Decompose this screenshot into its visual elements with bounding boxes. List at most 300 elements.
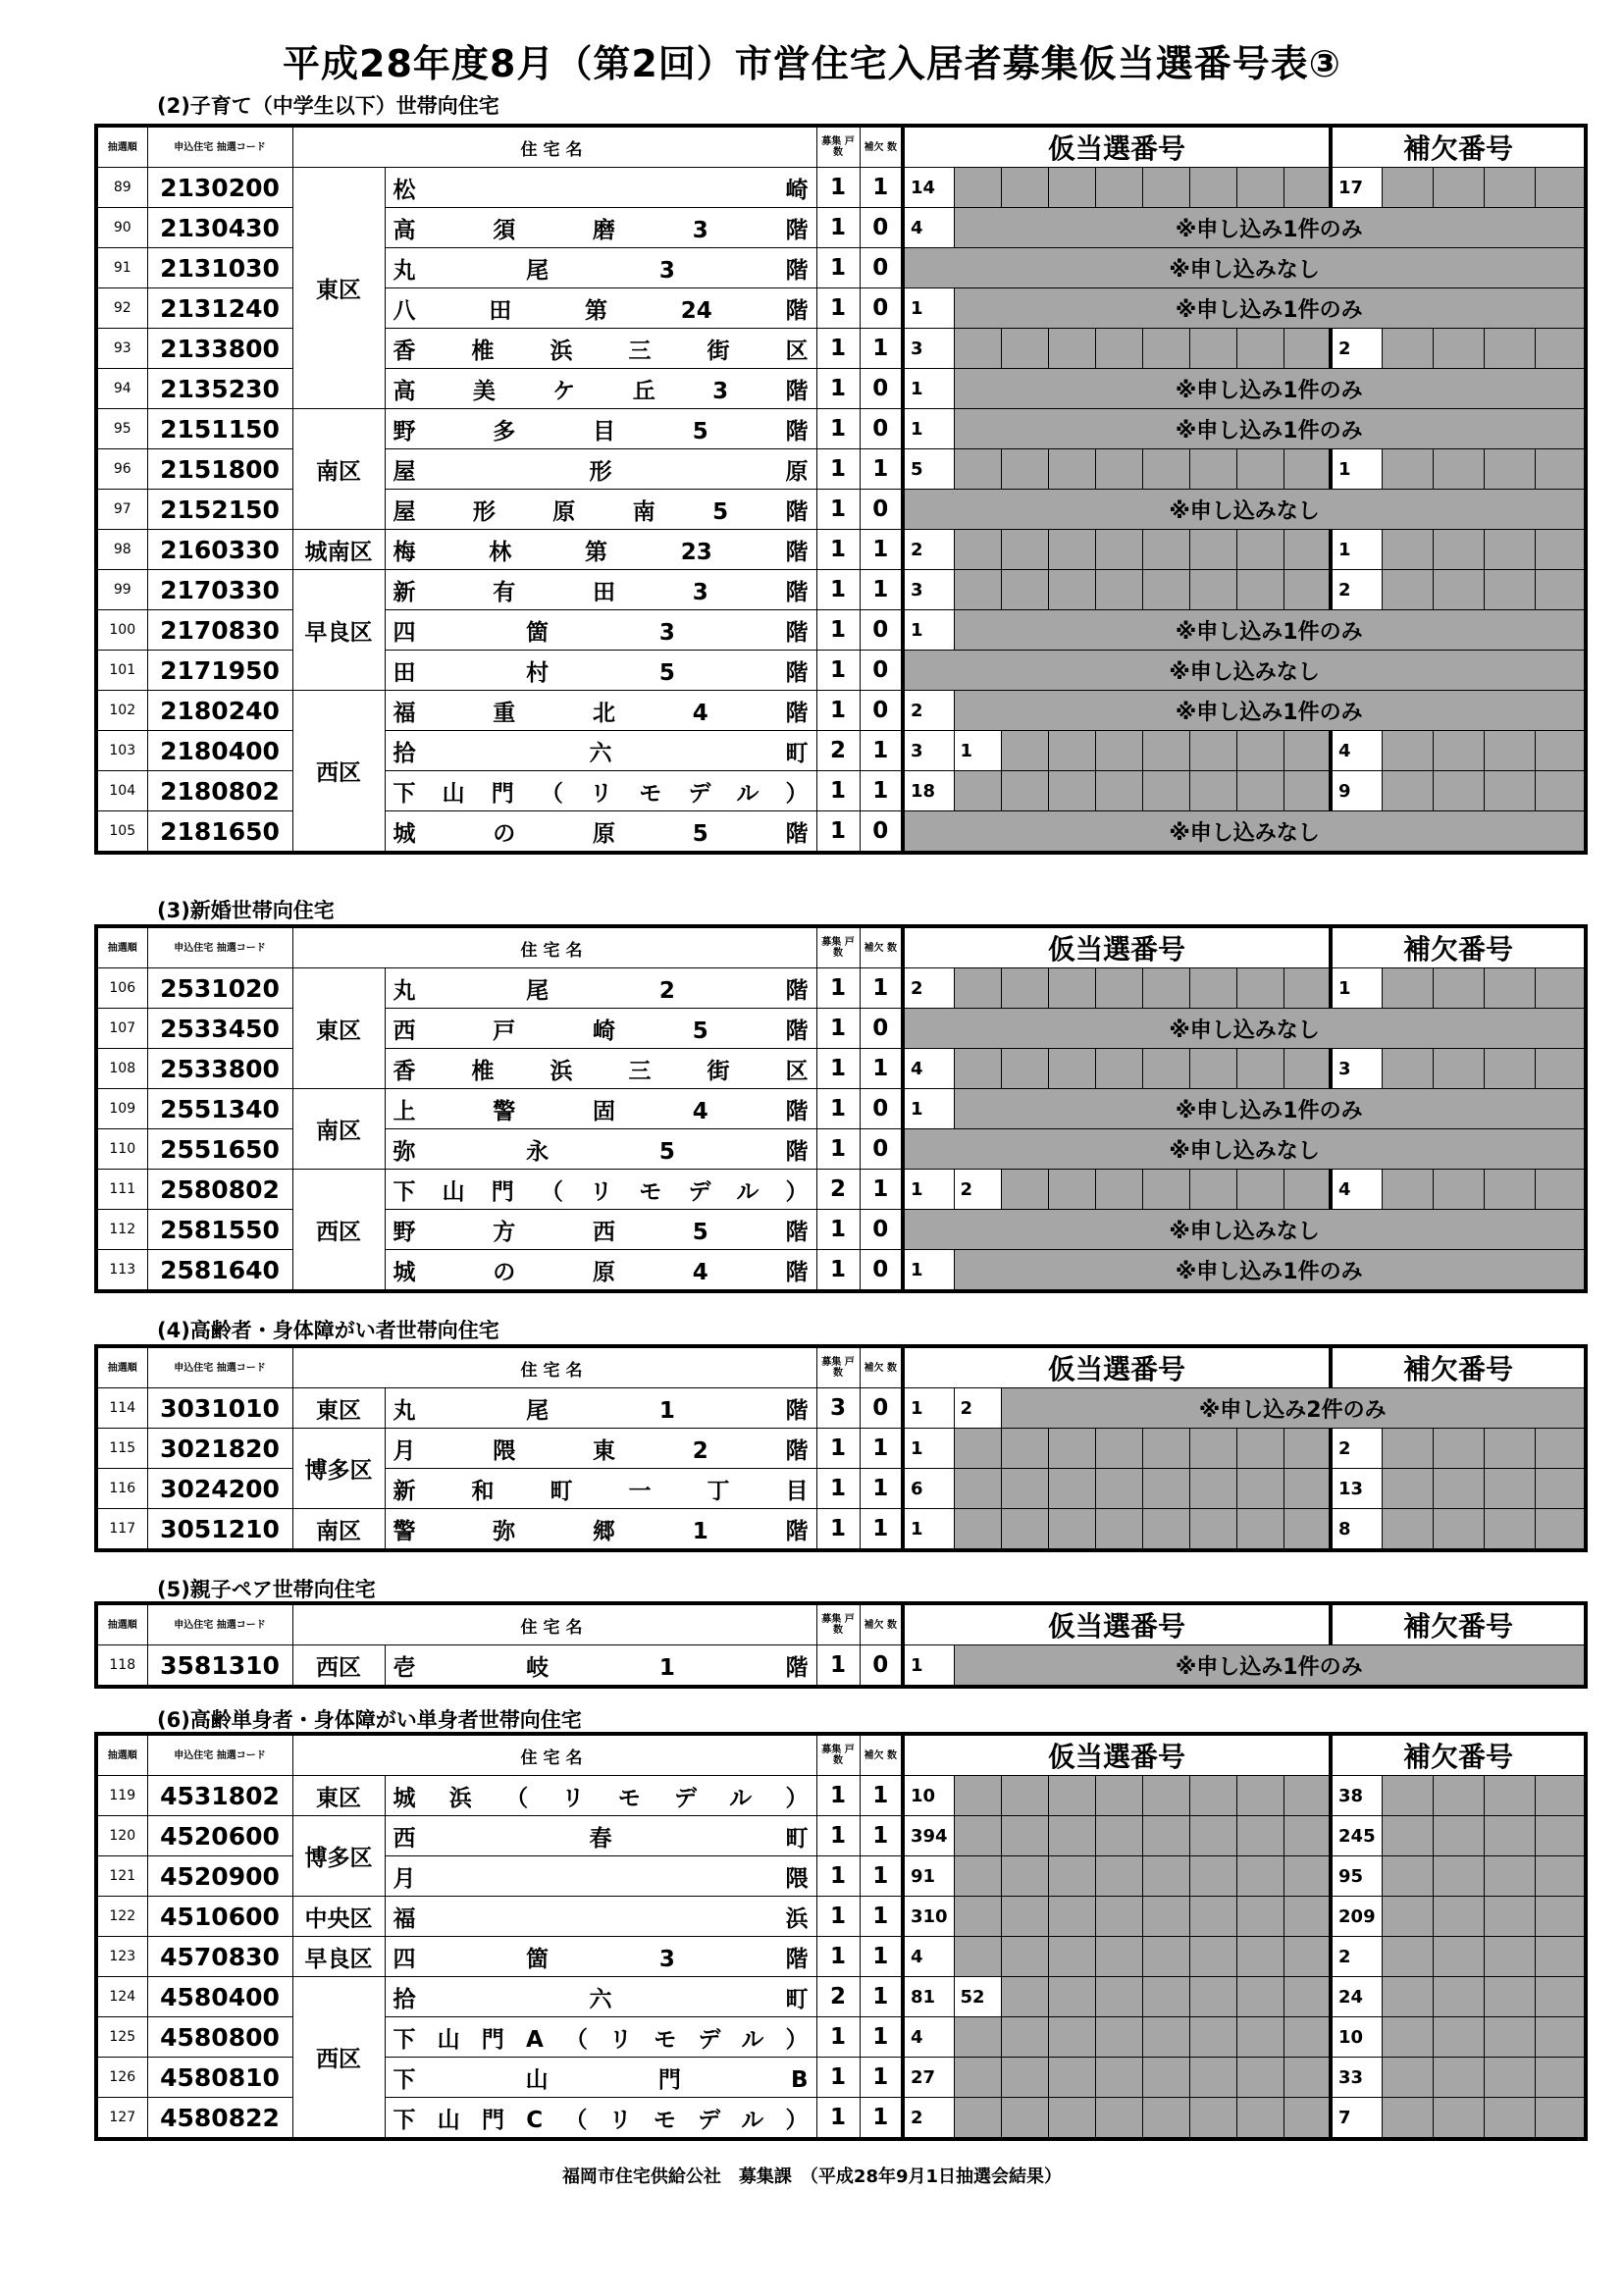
empty-cell bbox=[1283, 1049, 1331, 1089]
table-row bbox=[96, 968, 1586, 1009]
app-code: 2180400 bbox=[147, 731, 292, 771]
header-reserve: 補欠番号 bbox=[1331, 1734, 1586, 1776]
header-provisional: 仮当選番号 bbox=[903, 1734, 1331, 1776]
status-note: ※申し込み1件のみ bbox=[954, 288, 1586, 329]
empty-cell bbox=[1048, 1776, 1095, 1816]
housing-name: 梅林第23階 bbox=[385, 530, 816, 570]
empty-cell bbox=[1382, 771, 1433, 811]
empty-cell bbox=[1048, 968, 1095, 1009]
empty-cell bbox=[1001, 1856, 1048, 1897]
housing-name: 警弥郷1階 bbox=[385, 1509, 816, 1551]
header-lottery-no: 抽選順 bbox=[96, 1603, 147, 1645]
empty-cell bbox=[1189, 168, 1236, 208]
empty-cell bbox=[1142, 530, 1189, 570]
empty-cell bbox=[1095, 449, 1142, 490]
empty-cell bbox=[1382, 1049, 1433, 1089]
empty-cell bbox=[1142, 2017, 1189, 2058]
empty-cell bbox=[954, 329, 1001, 369]
housing-name: 下山門C（リモデル） bbox=[385, 2098, 816, 2140]
empty-cell bbox=[1142, 1429, 1189, 1469]
empty-cell bbox=[1382, 2098, 1433, 2140]
empty-cell bbox=[1433, 2017, 1484, 2058]
reserve-number: 245 bbox=[1331, 1816, 1382, 1856]
header-lottery-no: 抽選順 bbox=[96, 126, 147, 168]
lottery-no: 115 bbox=[96, 1429, 147, 1469]
section-title: (3)新婚世帯向住宅 bbox=[157, 899, 335, 922]
empty-cell bbox=[1001, 1977, 1048, 2017]
header-reserve-count: 補欠 数 bbox=[860, 926, 903, 968]
empty-cell bbox=[1048, 329, 1095, 369]
empty-cell bbox=[1095, 1816, 1142, 1856]
reserve-count: 0 bbox=[860, 208, 903, 248]
lottery-no: 94 bbox=[96, 369, 147, 409]
empty-cell bbox=[1382, 731, 1433, 771]
app-code: 4520900 bbox=[147, 1856, 292, 1897]
reserve-count: 1 bbox=[860, 1509, 903, 1551]
section-title: (5)親子ペア世帯向住宅 bbox=[157, 1578, 376, 1601]
reserve-number: 2 bbox=[1331, 329, 1382, 369]
ward: 西区 bbox=[292, 1645, 385, 1688]
header-reserve: 補欠番号 bbox=[1331, 1603, 1586, 1645]
empty-cell bbox=[1283, 1429, 1331, 1469]
housing-name: 下山門（リモデル） bbox=[385, 771, 816, 811]
empty-cell bbox=[1484, 2058, 1535, 2098]
empty-cell bbox=[1189, 731, 1236, 771]
empty-cell bbox=[1001, 1776, 1048, 1816]
app-code: 2551340 bbox=[147, 1089, 292, 1129]
recruit-units: 1 bbox=[816, 1250, 860, 1292]
provisional-number: 1 bbox=[903, 409, 954, 449]
empty-cell bbox=[1048, 1816, 1095, 1856]
empty-cell bbox=[1189, 570, 1236, 610]
empty-cell bbox=[1283, 449, 1331, 490]
provisional-number: 2 bbox=[954, 1388, 1001, 1429]
recruit-units: 1 bbox=[816, 1937, 860, 1977]
app-code: 2133800 bbox=[147, 329, 292, 369]
reserve-count: 0 bbox=[860, 610, 903, 651]
lottery-table bbox=[94, 1344, 1588, 1552]
empty-cell bbox=[1236, 2017, 1283, 2058]
empty-cell bbox=[1433, 1897, 1484, 1937]
empty-cell bbox=[1189, 1816, 1236, 1856]
table-row bbox=[96, 168, 1586, 208]
provisional-number: 3 bbox=[903, 329, 954, 369]
empty-cell bbox=[954, 1776, 1001, 1816]
table-row bbox=[96, 570, 1586, 610]
housing-name: 下山門（リモデル） bbox=[385, 1170, 816, 1210]
empty-cell bbox=[1236, 1816, 1283, 1856]
housing-name: 野方西5階 bbox=[385, 1210, 816, 1250]
empty-cell bbox=[954, 449, 1001, 490]
lottery-no: 92 bbox=[96, 288, 147, 329]
lottery-no: 122 bbox=[96, 1897, 147, 1937]
table-row bbox=[96, 1897, 1586, 1937]
recruit-units: 1 bbox=[816, 1089, 860, 1129]
header-recruit-units: 募集 戸数 bbox=[816, 126, 860, 168]
recruit-units: 1 bbox=[816, 1816, 860, 1856]
reserve-count: 0 bbox=[860, 248, 903, 288]
provisional-number: 6 bbox=[903, 1469, 954, 1509]
lottery-no: 104 bbox=[96, 771, 147, 811]
empty-cell bbox=[1142, 570, 1189, 610]
provisional-number: 2 bbox=[903, 968, 954, 1009]
provisional-number: 4 bbox=[903, 208, 954, 248]
reserve-count: 1 bbox=[860, 1170, 903, 1210]
empty-cell bbox=[1001, 570, 1048, 610]
ward: 東区 bbox=[292, 168, 385, 409]
empty-cell bbox=[1095, 1469, 1142, 1509]
empty-cell bbox=[1484, 1049, 1535, 1089]
housing-name: 四箇3階 bbox=[385, 1937, 816, 1977]
header-reserve: 補欠番号 bbox=[1331, 926, 1586, 968]
provisional-number: 52 bbox=[954, 1977, 1001, 2017]
empty-cell bbox=[1048, 1469, 1095, 1509]
housing-name: 下山門A（リモデル） bbox=[385, 2017, 816, 2058]
housing-name: 四箇3階 bbox=[385, 610, 816, 651]
section-title: (6)高齢単身者・身体障がい単身者世帯向住宅 bbox=[157, 1708, 582, 1732]
empty-cell bbox=[1484, 1429, 1535, 1469]
housing-name: 拾六町 bbox=[385, 731, 816, 771]
provisional-number: 4 bbox=[903, 1937, 954, 1977]
reserve-count: 0 bbox=[860, 691, 903, 731]
empty-cell bbox=[954, 771, 1001, 811]
empty-cell bbox=[1283, 1937, 1331, 1977]
provisional-number: 18 bbox=[903, 771, 954, 811]
empty-cell bbox=[1095, 530, 1142, 570]
empty-cell bbox=[1142, 168, 1189, 208]
empty-cell bbox=[1236, 329, 1283, 369]
housing-name: 新有田3階 bbox=[385, 570, 816, 610]
reserve-count: 1 bbox=[860, 1049, 903, 1089]
status-note: ※申し込み1件のみ bbox=[954, 1089, 1586, 1129]
empty-cell bbox=[1142, 771, 1189, 811]
recruit-units: 1 bbox=[816, 610, 860, 651]
empty-cell bbox=[1433, 1170, 1484, 1210]
header-reserve-count: 補欠 数 bbox=[860, 1603, 903, 1645]
empty-cell bbox=[1048, 731, 1095, 771]
recruit-units: 1 bbox=[816, 2058, 860, 2098]
empty-cell bbox=[1001, 1897, 1048, 1937]
recruit-units: 1 bbox=[816, 1897, 860, 1937]
empty-cell bbox=[1236, 449, 1283, 490]
reserve-count: 1 bbox=[860, 1977, 903, 2017]
reserve-count: 1 bbox=[860, 731, 903, 771]
status-note: ※申し込み1件のみ bbox=[954, 409, 1586, 449]
app-code: 3024200 bbox=[147, 1469, 292, 1509]
empty-cell bbox=[954, 968, 1001, 1009]
recruit-units: 1 bbox=[816, 1469, 860, 1509]
reserve-count: 1 bbox=[860, 1897, 903, 1937]
reserve-number: 13 bbox=[1331, 1469, 1382, 1509]
empty-cell bbox=[1382, 2017, 1433, 2058]
empty-cell bbox=[1142, 2098, 1189, 2140]
empty-cell bbox=[1189, 449, 1236, 490]
empty-cell bbox=[1535, 1897, 1586, 1937]
header-housing-name: 住宅名 bbox=[292, 1734, 816, 1776]
lottery-no: 112 bbox=[96, 1210, 147, 1250]
reserve-count: 0 bbox=[860, 490, 903, 530]
provisional-number: 5 bbox=[903, 449, 954, 490]
empty-cell bbox=[1236, 530, 1283, 570]
empty-cell bbox=[1382, 570, 1433, 610]
reserve-count: 1 bbox=[860, 1776, 903, 1816]
empty-cell bbox=[1382, 1977, 1433, 2017]
empty-cell bbox=[1484, 449, 1535, 490]
empty-cell bbox=[954, 570, 1001, 610]
provisional-number: 1 bbox=[903, 1509, 954, 1551]
status-note: ※申し込みなし bbox=[903, 490, 1586, 530]
app-code: 2581550 bbox=[147, 1210, 292, 1250]
empty-cell bbox=[1095, 570, 1142, 610]
status-note: ※申し込みなし bbox=[903, 651, 1586, 691]
empty-cell bbox=[1484, 968, 1535, 1009]
empty-cell bbox=[1142, 1776, 1189, 1816]
empty-cell bbox=[1433, 1049, 1484, 1089]
empty-cell bbox=[1382, 968, 1433, 1009]
app-code: 2131030 bbox=[147, 248, 292, 288]
empty-cell bbox=[1433, 1856, 1484, 1897]
lottery-no: 127 bbox=[96, 2098, 147, 2140]
header-row bbox=[96, 1734, 1586, 1776]
recruit-units: 2 bbox=[816, 731, 860, 771]
housing-name: 新和町一丁目 bbox=[385, 1469, 816, 1509]
empty-cell bbox=[954, 1937, 1001, 1977]
empty-cell bbox=[1095, 1170, 1142, 1210]
empty-cell bbox=[1535, 1816, 1586, 1856]
header-app-code: 申込住宅 抽選コード bbox=[147, 126, 292, 168]
lottery-no: 95 bbox=[96, 409, 147, 449]
empty-cell bbox=[1189, 1170, 1236, 1210]
empty-cell bbox=[954, 1509, 1001, 1551]
empty-cell bbox=[1189, 1469, 1236, 1509]
empty-cell bbox=[1001, 1170, 1048, 1210]
app-code: 2180240 bbox=[147, 691, 292, 731]
empty-cell bbox=[1001, 968, 1048, 1009]
app-code: 4580800 bbox=[147, 2017, 292, 2058]
recruit-units: 1 bbox=[816, 1509, 860, 1551]
reserve-count: 1 bbox=[860, 2017, 903, 2058]
lottery-no: 108 bbox=[96, 1049, 147, 1089]
housing-name: 壱岐1階 bbox=[385, 1645, 816, 1688]
header-provisional: 仮当選番号 bbox=[903, 1346, 1331, 1388]
recruit-units: 1 bbox=[816, 1210, 860, 1250]
app-code: 2170830 bbox=[147, 610, 292, 651]
app-code: 2551650 bbox=[147, 1129, 292, 1170]
header-provisional: 仮当選番号 bbox=[903, 926, 1331, 968]
empty-cell bbox=[954, 1469, 1001, 1509]
empty-cell bbox=[1535, 1776, 1586, 1816]
app-code: 2151800 bbox=[147, 449, 292, 490]
housing-name: 香椎浜三街区 bbox=[385, 329, 816, 369]
empty-cell bbox=[1001, 1509, 1048, 1551]
empty-cell bbox=[1484, 530, 1535, 570]
empty-cell bbox=[1001, 2058, 1048, 2098]
empty-cell bbox=[1189, 329, 1236, 369]
empty-cell bbox=[1535, 530, 1586, 570]
table-row bbox=[96, 1089, 1586, 1129]
housing-name: 城の原4階 bbox=[385, 1250, 816, 1292]
reserve-number: 3 bbox=[1331, 1049, 1382, 1089]
table-row bbox=[96, 1776, 1586, 1816]
lottery-table bbox=[94, 924, 1588, 1293]
empty-cell bbox=[1535, 771, 1586, 811]
recruit-units: 1 bbox=[816, 2098, 860, 2140]
empty-cell bbox=[1283, 329, 1331, 369]
empty-cell bbox=[1283, 1816, 1331, 1856]
empty-cell bbox=[1484, 1897, 1535, 1937]
recruit-units: 1 bbox=[816, 2017, 860, 2058]
provisional-number: 2 bbox=[903, 2098, 954, 2140]
empty-cell bbox=[1142, 1856, 1189, 1897]
lottery-no: 116 bbox=[96, 1469, 147, 1509]
reserve-number: 8 bbox=[1331, 1509, 1382, 1551]
empty-cell bbox=[1142, 2058, 1189, 2098]
housing-name: 弥永5階 bbox=[385, 1129, 816, 1170]
ward: 早良区 bbox=[292, 570, 385, 691]
empty-cell bbox=[1095, 1049, 1142, 1089]
empty-cell bbox=[1142, 1469, 1189, 1509]
reserve-number: 209 bbox=[1331, 1897, 1382, 1937]
empty-cell bbox=[1095, 1509, 1142, 1551]
empty-cell bbox=[1095, 1977, 1142, 2017]
empty-cell bbox=[1433, 968, 1484, 1009]
empty-cell bbox=[1433, 1429, 1484, 1469]
empty-cell bbox=[954, 2017, 1001, 2058]
header-lottery-no: 抽選順 bbox=[96, 926, 147, 968]
empty-cell bbox=[1433, 1776, 1484, 1816]
housing-name: 八田第24階 bbox=[385, 288, 816, 329]
status-note: ※申し込み1件のみ bbox=[954, 208, 1586, 248]
provisional-number: 91 bbox=[903, 1856, 954, 1897]
reserve-count: 1 bbox=[860, 2058, 903, 2098]
lottery-no: 98 bbox=[96, 530, 147, 570]
header-recruit-units: 募集 戸数 bbox=[816, 1603, 860, 1645]
empty-cell bbox=[1048, 1429, 1095, 1469]
empty-cell bbox=[1484, 1509, 1535, 1551]
empty-cell bbox=[1189, 1776, 1236, 1816]
recruit-units: 3 bbox=[816, 1388, 860, 1429]
app-code: 2135230 bbox=[147, 369, 292, 409]
empty-cell bbox=[1189, 1429, 1236, 1469]
empty-cell bbox=[1048, 2098, 1095, 2140]
empty-cell bbox=[1048, 530, 1095, 570]
app-code: 2181650 bbox=[147, 811, 292, 854]
header-recruit-units: 募集 戸数 bbox=[816, 1734, 860, 1776]
empty-cell bbox=[1236, 2058, 1283, 2098]
reserve-count: 0 bbox=[860, 811, 903, 854]
empty-cell bbox=[1283, 1469, 1331, 1509]
lottery-no: 101 bbox=[96, 651, 147, 691]
header-lottery-no: 抽選順 bbox=[96, 1734, 147, 1776]
empty-cell bbox=[1433, 771, 1484, 811]
recruit-units: 1 bbox=[816, 369, 860, 409]
housing-name: 丸尾1階 bbox=[385, 1388, 816, 1429]
table-row bbox=[96, 530, 1586, 570]
header-app-code: 申込住宅 抽選コード bbox=[147, 1346, 292, 1388]
empty-cell bbox=[1535, 449, 1586, 490]
lottery-no: 110 bbox=[96, 1129, 147, 1170]
empty-cell bbox=[954, 2058, 1001, 2098]
app-code: 2580802 bbox=[147, 1170, 292, 1210]
empty-cell bbox=[1142, 731, 1189, 771]
reserve-number: 2 bbox=[1331, 570, 1382, 610]
header-row bbox=[96, 926, 1586, 968]
app-code: 4570830 bbox=[147, 1937, 292, 1977]
empty-cell bbox=[1236, 1509, 1283, 1551]
empty-cell bbox=[1142, 449, 1189, 490]
status-note: ※申し込み1件のみ bbox=[954, 1250, 1586, 1292]
housing-name: 月隈東2階 bbox=[385, 1429, 816, 1469]
empty-cell bbox=[1382, 530, 1433, 570]
lottery-table bbox=[94, 124, 1588, 855]
empty-cell bbox=[954, 1856, 1001, 1897]
lottery-no: 102 bbox=[96, 691, 147, 731]
app-code: 3051210 bbox=[147, 1509, 292, 1551]
recruit-units: 1 bbox=[816, 1856, 860, 1897]
housing-name: 屋形原 bbox=[385, 449, 816, 490]
provisional-number: 1 bbox=[903, 369, 954, 409]
app-code: 2533800 bbox=[147, 1049, 292, 1089]
housing-name: 下山門B bbox=[385, 2058, 816, 2098]
recruit-units: 1 bbox=[816, 811, 860, 854]
app-code: 2170330 bbox=[147, 570, 292, 610]
recruit-units: 1 bbox=[816, 691, 860, 731]
reserve-count: 1 bbox=[860, 329, 903, 369]
housing-name: 城の原5階 bbox=[385, 811, 816, 854]
empty-cell bbox=[1535, 570, 1586, 610]
header-row bbox=[96, 1603, 1586, 1645]
empty-cell bbox=[1535, 1170, 1586, 1210]
header-recruit-units: 募集 戸数 bbox=[816, 1346, 860, 1388]
empty-cell bbox=[1535, 1937, 1586, 1977]
empty-cell bbox=[1382, 1856, 1433, 1897]
provisional-number: 1 bbox=[903, 1170, 954, 1210]
empty-cell bbox=[1535, 1469, 1586, 1509]
empty-cell bbox=[1236, 168, 1283, 208]
housing-name: 西戸崎5階 bbox=[385, 1009, 816, 1049]
empty-cell bbox=[1048, 570, 1095, 610]
reserve-number: 10 bbox=[1331, 2017, 1382, 2058]
empty-cell bbox=[1142, 968, 1189, 1009]
housing-name: 屋形原南5階 bbox=[385, 490, 816, 530]
empty-cell bbox=[1484, 1776, 1535, 1816]
empty-cell bbox=[1142, 1897, 1189, 1937]
ward: 城南区 bbox=[292, 530, 385, 570]
reserve-count: 0 bbox=[860, 1210, 903, 1250]
empty-cell bbox=[1048, 1937, 1095, 1977]
recruit-units: 1 bbox=[816, 288, 860, 329]
provisional-number: 4 bbox=[903, 1049, 954, 1089]
empty-cell bbox=[1095, 2058, 1142, 2098]
empty-cell bbox=[1433, 1977, 1484, 2017]
empty-cell bbox=[1236, 968, 1283, 1009]
empty-cell bbox=[1535, 731, 1586, 771]
empty-cell bbox=[1189, 2098, 1236, 2140]
empty-cell bbox=[954, 168, 1001, 208]
lottery-no: 119 bbox=[96, 1776, 147, 1816]
lottery-no: 99 bbox=[96, 570, 147, 610]
status-note: ※申し込みなし bbox=[903, 248, 1586, 288]
lottery-table bbox=[94, 1732, 1588, 2141]
table-row bbox=[96, 1645, 1586, 1688]
reserve-number: 4 bbox=[1331, 1170, 1382, 1210]
table-row bbox=[96, 409, 1586, 449]
lottery-no: 113 bbox=[96, 1250, 147, 1292]
empty-cell bbox=[1236, 1856, 1283, 1897]
empty-cell bbox=[1535, 168, 1586, 208]
reserve-number: 33 bbox=[1331, 2058, 1382, 2098]
provisional-number: 1 bbox=[903, 1645, 954, 1688]
